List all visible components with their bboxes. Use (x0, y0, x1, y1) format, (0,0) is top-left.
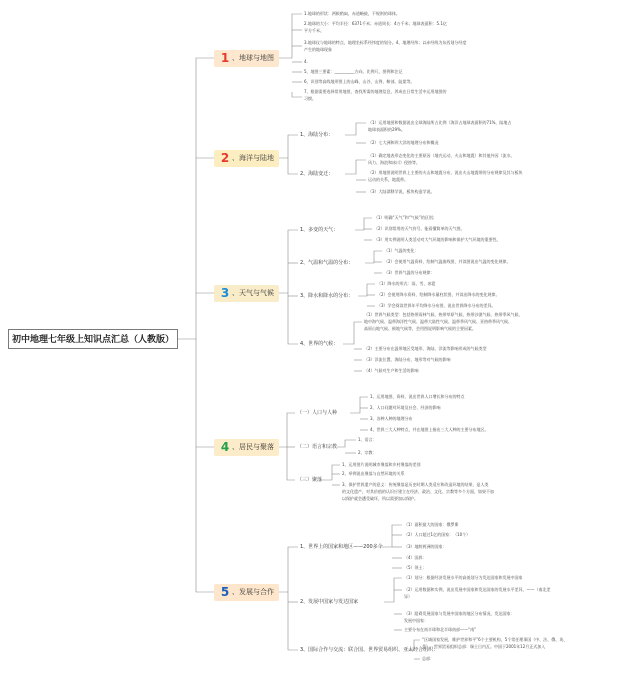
detail-item: （2）七大洲和四大洋的地理分布和概况 (368, 140, 439, 145)
detail-item: （3）用实例说明人类活动对大气环境的影响和保护大气环境的重要性。 (374, 237, 501, 242)
detail-item: （2）人口超过1亿的国家：（10个） (404, 532, 471, 537)
detail-item: 1、运用图片说明城市聚落和乡村聚落的差别 (342, 462, 421, 467)
section-label: 、海洋与陆地 (232, 154, 274, 162)
section-label: 、地球与地图 (232, 54, 274, 62)
detail-item: （3）学会阅读世界年平均降水分布图，说出世界降水分布的差异。 (377, 303, 496, 308)
detail-item: 2、宗教： (358, 450, 377, 455)
section-number: 2 (220, 151, 230, 165)
section-number: 1 (220, 51, 230, 65)
subtopic: 2、气温和气温的分布： (300, 260, 354, 266)
subtopic: 2、发展中国家与发达国家 (300, 599, 359, 605)
detail-item: （1）气温的变化： (384, 248, 419, 253)
detail-item: （1）世界气候类型：包括热带雨林气候、热带草原气候、热带沙漠气候、热带季风气候、 (364, 312, 523, 317)
subtopic: 4、世界的气候： (300, 341, 339, 347)
section-number: 3 (220, 286, 230, 300)
detail-item: 4、世界三大人种特点，并在地图上指出三大人种的主要分布地区。 (370, 427, 489, 432)
subtopic: （一）人口与人种 (297, 410, 338, 416)
section-label: 、天气与气候 (232, 289, 274, 297)
subtopic: （三）聚落 (297, 477, 323, 483)
detail-item: “区域国家发展，维护世界和平”6个主要机构，5个常任理事国（中、法、俄、英、 (422, 637, 568, 642)
subtopic: 1、世界上的国家和地区——200多个 (300, 544, 383, 550)
topic-item: 平方千米。 (304, 28, 324, 33)
subtopic: 2、海陆变迁： (300, 171, 334, 177)
section-number: 5 (220, 585, 230, 599)
detail-item: 2、举例说出聚落与自然环境的关系 (342, 471, 405, 476)
detail-item: （2）会使用降水资料，绘制降水量柱状图，并读出降水的变化规律。 (377, 292, 500, 297)
topic-item: 产生的地球现象 (304, 47, 332, 52)
section-label: 、居民与聚落 (232, 443, 274, 451)
section-ocean-and-land (214, 150, 279, 167)
subtopic: 1、多变的天气： (300, 227, 339, 233)
detail-item: 地中海气候、温带海洋性气候、温带大陆性气候、温带季风气候、亚热带季风气候、 (364, 319, 512, 324)
detail-item: （2）主要分布在温带地区受地形、海陆、洋流等影响形成的气候类型 (364, 346, 487, 351)
detail-item: （1）划分：根据经济发展水平的高低划分为发达国家和发展中国家 (404, 575, 523, 580)
detail-item: 地球表面积的29%。 (368, 127, 405, 132)
detail-item: 总部： (422, 656, 434, 661)
detail-item: 主要分布在南半球和北半球南部——“南” (404, 627, 477, 632)
detail-item: （2）会使用气温资料，绘制气温曲线图，并读图说出气温的变化规律。 (384, 259, 511, 264)
detail-item: （4）气候对生产和生活的影响 (364, 368, 419, 373)
subtopic: 3、降水和降水的分布： (300, 293, 354, 299)
detail-item: （3）大陆漂移学说，板块构造学说。 (368, 189, 435, 194)
detail-item: （2）运用数据和实例，说出发展中国家和发达国家的发展水平差异，——（南北差 (404, 587, 551, 592)
topic-item: 6、识别等高线地形图上的山峰、山谷、山脊、鞍部、陡崖等。 (304, 79, 415, 84)
detail-item: （2）识别常用的天气符号，能看懂简单的天气图。 (374, 226, 465, 231)
section-number: 4 (220, 440, 230, 454)
detail-item: 美），世界贸易组织总部：瑞士日内瓦。中国于2001年12月正式加入 (422, 644, 546, 649)
topic-item: 3.地球仪与地球的特点，地理坐标系经纬度的划分。4、地理经纬；以赤经线为东西划分经度 (304, 40, 467, 45)
detail-item: （1）运用地图和数据说出全球海陆所占比例（海洋占地球表面积的71%，陆地占 (368, 120, 512, 125)
subtopic: （二）语言和宗教 (297, 444, 338, 450)
subtopic: 1、海陆分布： (300, 132, 334, 138)
detail-item: 高原山地气候、极地气候等，会用图说明影响气候的主要因素。 (364, 326, 476, 331)
detail-item: （1）确定地表形态变化的主要原因（地壳运动、火山和地震）和其他外因（流水、 (368, 153, 515, 158)
topic-item: 习惯。 (304, 96, 316, 101)
detail-item: 3、各种人种的地理分布 (370, 416, 413, 421)
detail-item: （1）明确“天气”和“气候”的区别； (374, 215, 437, 220)
detail-item: （1）面积最大的国家：俄罗斯 (404, 522, 459, 527)
topic-item: 4. (304, 59, 308, 64)
detail-item: 2、人口问题对环境及社会、经济的影响 (370, 405, 441, 410)
detail-item: （5）领土： (404, 565, 427, 570)
detail-item: 的文化遗产，对其价值的认识应建立在经济、政治、文化、宗教等多个方面，如果不加 (342, 489, 494, 494)
detail-item: （3）地跨两洲的国家： (404, 544, 447, 549)
section-earth-and-map (214, 50, 279, 67)
detail-item: 风力、海浪和冰川）侵蚀等。 (368, 160, 420, 165)
detail-item: 运动的关系，地震带。 (368, 177, 408, 182)
detail-item: 1、运用地图、资料，说出世界人口增长和分布的特点 (370, 394, 465, 399)
topic-item: 2.地球的大小：平均半径：6371千米；赤道周长：4万千米；地球表面积：5.1亿 (304, 21, 447, 26)
section-weather-and-climate (214, 285, 279, 302)
detail-item: （1）降水的形式：雨、雪、冰雹 (377, 281, 436, 286)
detail-item: 1、语言： (358, 437, 377, 442)
section-development-and-cooperation (214, 584, 279, 601)
topic-item: 7、根据需要选择常用地图，查找所需的地理信息，养成在日常生活中运用地图的 (304, 89, 447, 94)
detail-item: （3）阻碍发展国家与发展中国家的地区分布情况，发达国家： (404, 611, 515, 616)
detail-item: 以保护就会遭受破坏，所以需要加以保护。 (342, 496, 418, 501)
topic-item: 1.地球的形状：两极稍扁、赤道略鼓，不规则的球体。 (304, 11, 400, 16)
detail-item: 发展中国家： (404, 618, 428, 623)
detail-item: （4）国界： (404, 555, 427, 560)
subtopic: 3、国际合作与交流：联合国、世界贸易组织、亚太经合组织： (300, 647, 439, 653)
section-label: 、发展与合作 (232, 588, 274, 596)
detail-item: （3）世界气温的分布规律： (384, 270, 435, 275)
detail-item: 异） (404, 594, 412, 599)
detail-item: （2）用地图说明世界上主要的火山和地震分布，说出火山地震带的分布规律及其与板块 (368, 170, 523, 175)
mind-map-root: 初中地理七年级上知识点汇总（人教版） (8, 329, 178, 349)
detail-item: （3）洋流位置、海陆分布、地形等对气候的影响 (364, 357, 451, 362)
section-residents-and-settlements (214, 439, 279, 456)
detail-item: 3、保护世界遗产的意义：传统聚落是历史时期人类适应和改造环境的结果，是人类 (342, 482, 489, 487)
topic-item: 5、地图三要素：__________方向、比例尺、图例和注记 (304, 69, 403, 74)
